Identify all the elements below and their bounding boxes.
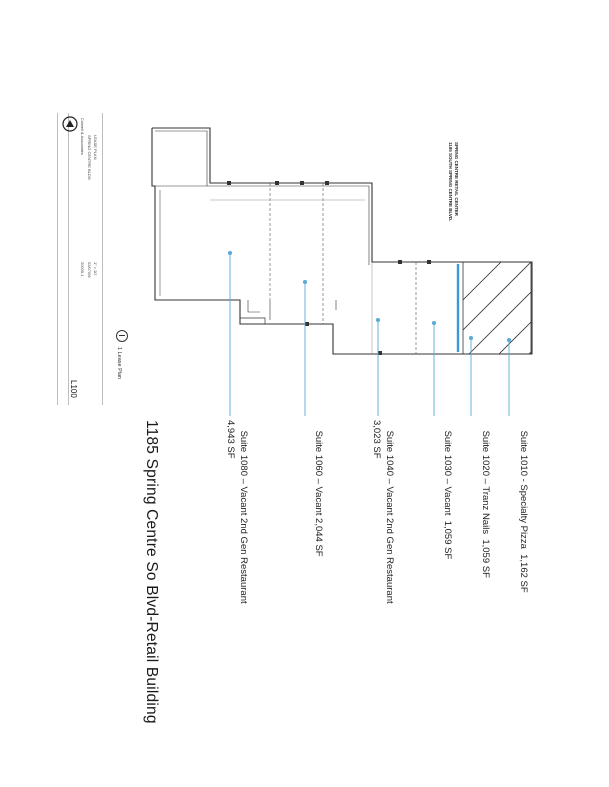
building-title: 1185 Spring Centre So Blvd-Retail Building xyxy=(143,420,160,724)
suite-1080-text: Suite 1080 – Vacant 2nd Gen Restaurant xyxy=(238,430,249,604)
plan-marker-icon xyxy=(116,330,128,342)
sheet-title: LEASE PLAN xyxy=(93,135,98,160)
suite-1040-text: Suite 1040 – Vacant 2nd Gen Restaurant xyxy=(384,430,395,604)
suite-label-1030 xyxy=(428,420,467,559)
suite-1010-text: Suite 1010 - Specialty Pizza 1,162 SF xyxy=(518,430,529,593)
center-title xyxy=(447,142,459,221)
project-scale: 1" = 20' xyxy=(93,262,98,276)
suite-1080-area: 4,943 SF xyxy=(225,420,236,459)
suite-1020-text: Suite 1020 – Tranz Nails 1,059 SF xyxy=(480,430,491,578)
plan-label: 1 Lease Plan xyxy=(116,347,122,380)
suite-1040-area: 3,023 SF xyxy=(371,420,382,459)
project-number: 20035.1 xyxy=(80,262,85,277)
suite-label-1060 xyxy=(299,420,338,557)
project-name: SPRING CENTRE BLDG xyxy=(87,135,92,180)
project-date: 02/07/06 xyxy=(87,262,92,278)
firm-name: Colwell & Associates xyxy=(80,118,85,155)
suite-1060-text: Suite 1060 – Vacant 2,044 SF xyxy=(313,430,324,557)
sheet-number: L100 xyxy=(69,380,78,398)
suite-label-1080 xyxy=(211,420,263,604)
suite-1030-text: Suite 1030 – Vacant 1,059 SF xyxy=(442,430,453,560)
suite-label-1040 xyxy=(357,420,409,604)
suite-label-1010 xyxy=(504,420,543,593)
center-name: SPRING CENTRE RETAIL CENTER xyxy=(454,142,459,216)
suite-label-1020 xyxy=(466,420,505,578)
center-address: 1185 SOUTH SPRING CENTRE BLVD. xyxy=(448,142,453,222)
